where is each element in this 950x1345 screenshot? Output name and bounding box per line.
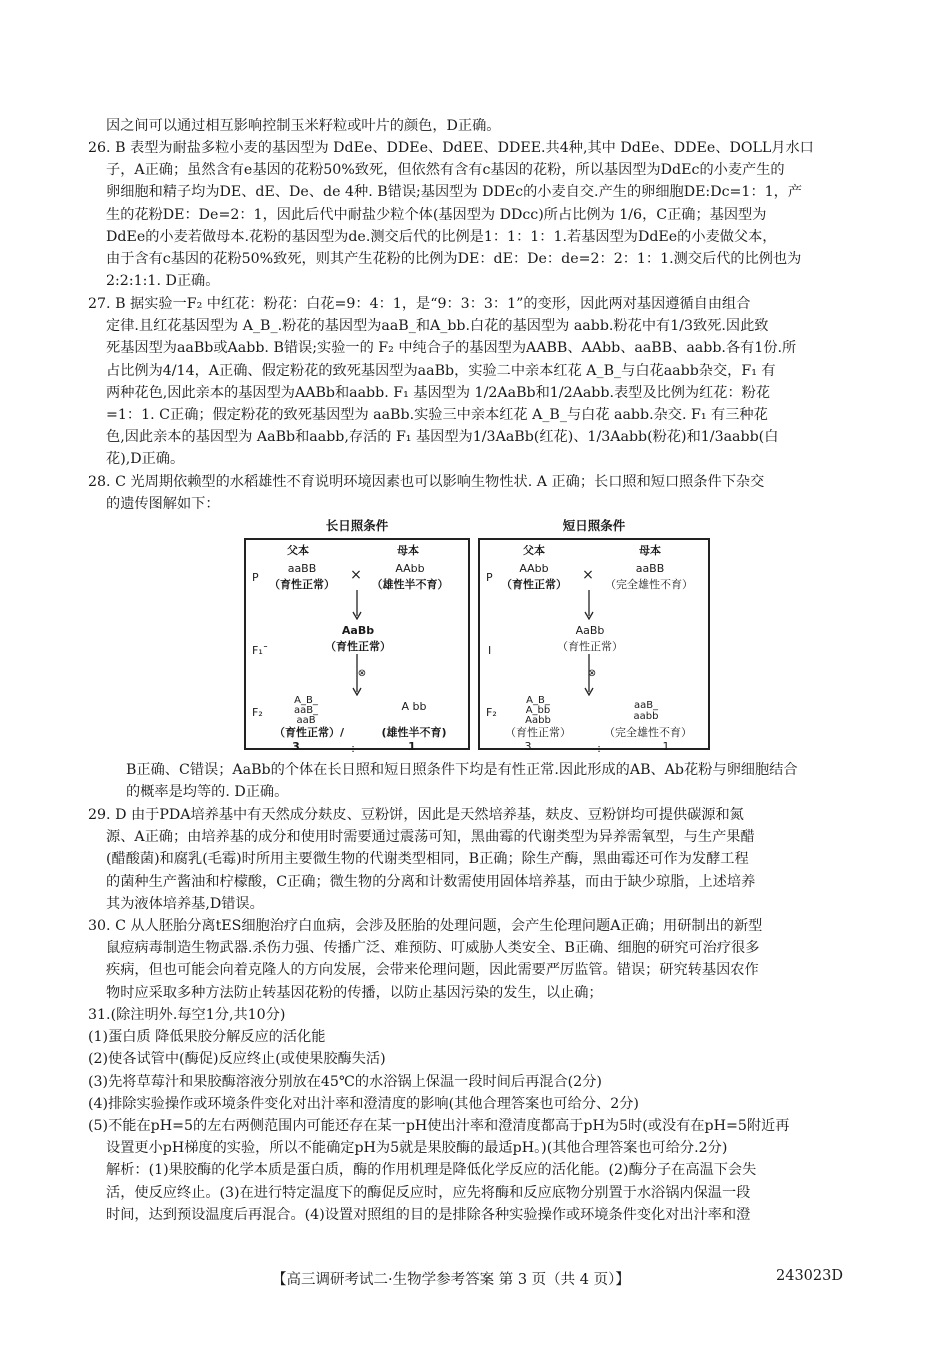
- father-phenotype: （育性正常）: [269, 578, 335, 591]
- answer-28: [88, 471, 878, 515]
- text-line: 时间，达到预设温度后再混合。(4)设置对照组的目的是排除各种实验操作或环境条件变化对出汁率和澄: [106, 1206, 751, 1223]
- cross-symbol: ×: [350, 567, 362, 583]
- text-line: 其为液体培养基,D错误。: [106, 895, 264, 912]
- text-line: 27. B 据实验一F₂ 中红花：粉花：白花=9：4：1，是“9：3：3：1”的变形，因此两对基因遵循自由组合: [88, 296, 751, 312]
- selfing-symbol: ⊗: [587, 668, 597, 679]
- text-line: DdEe的小麦若做母本.花粉的基因型为de.测交后代的比例是1：1：1：1.若基因型为DdEe的小麦做父本，: [106, 228, 777, 245]
- father-label: 父本: [523, 544, 545, 557]
- text-line: 生的花粉DE：De=2：1，因此后代中耐盐少粒个体(基因型为 DDcc)所占比例为 1/6，C正确；基因型为: [106, 206, 767, 223]
- answer-31: [88, 1004, 878, 1226]
- text-line: 由于含有c基因的花粉50%致死，则其产生花粉的比例为DE：dE：De：de=2：2：1：1.测交后代的比例也为: [106, 250, 802, 267]
- answer-28-conclusion: [88, 759, 878, 803]
- f1-phenotype: （育性正常）: [325, 640, 391, 653]
- text-line: 30. C 从人胚胎分离tES细胞治疗白血病，会涉及胚胎的处理问题，会产生伦理问题A正确；用研制出的新型: [88, 918, 763, 934]
- text-line: 子，A正确；虽然含有e基因的花粉50%致死，但依然有含有c基因的花粉，所以基因型为DdEc的小麦产生的: [106, 162, 785, 179]
- father-label: 父本: [287, 544, 309, 557]
- ratio-sterile: 1: [408, 740, 416, 753]
- text-line: 的遗传图解如下：: [106, 496, 220, 513]
- text-line: 死基因型为aaBb或Aabb. B错误;实验一的 F₂ 中纯合子的基因型为AABB、AAbb、aaBB、aabb.各有1份.所: [106, 340, 797, 357]
- diagram-title: 短日照条件: [562, 518, 626, 533]
- father-genotype: AAbb: [519, 562, 549, 575]
- text-line: 鼠痘病毒制造生物武器.杀伤力强、传播广泛、难预防、叮威胁人类安全、B正确、细胞的研究可治疗很多: [106, 940, 760, 957]
- answer-26: [88, 137, 878, 292]
- footer-title: 【高三调研考试二·生物学参考答案 第 3 页（共 4 页）】: [272, 1272, 630, 1288]
- answer-27: [88, 293, 878, 471]
- mother-phenotype: （雄性半不育）: [371, 578, 449, 591]
- father-phenotype: （育性正常）: [501, 578, 567, 591]
- f2-fertile-phenotype: （育性正常）: [505, 726, 571, 739]
- generation-label-f1: I: [488, 644, 492, 657]
- f1-phenotype: （育性正常）: [557, 640, 623, 653]
- ratio-fertile: 3: [524, 740, 532, 753]
- mother-genotype: aaBB: [635, 562, 665, 575]
- diagram-long-day: [244, 516, 470, 755]
- text-line: (2)使各试管中(酶促)反应终止(或使果胶酶失活): [88, 1051, 386, 1068]
- text-line: 花),D正确。: [106, 451, 185, 468]
- text-line: (3)先将草莓汁和果胶酶溶液分别放在45℃的水浴锅上保温一段时间后再混合(2分): [88, 1073, 602, 1090]
- text-line: 26. B 表型为耐盐多粒小麦的基因型为 DdEe、DDEe、DdEE、DDEE.共4种,其中 DdEe、DDEe、DOLL月水口: [88, 140, 814, 156]
- generation-label-p: P: [486, 571, 493, 584]
- diagram-frame: [244, 538, 470, 755]
- text-line: 2:2:1:1. D正确。: [106, 273, 220, 290]
- answer-29: [88, 804, 878, 915]
- para-intro: [88, 115, 878, 137]
- answer-30: [88, 915, 878, 1004]
- diagram-short-day: [478, 516, 710, 755]
- text-line: (5)不能在pH=5的左右两侧范围内可能还存在某一pH使出汁率和澄清度都高于pH为5时(或没有在pH=5附近再: [88, 1117, 790, 1134]
- f1-genotype: AaBb: [575, 624, 605, 637]
- text-line: 解析：(1)果胶酶的化学本质是蛋白质，酶的作用机理是降低化学反应的活化能。(2)酶分子在高温下会失: [106, 1162, 757, 1179]
- text-line: (4)排除实验操作或环境条件变化对出汁率和澄清度的影响(其他合理答案也可给分、2分): [88, 1095, 639, 1112]
- text-line: 两种花色,因此亲本的基因型为AABb和aabb. F₁ 基因型为 1/2AaBb和1/2Aabb.表型及比例为红花：粉花: [106, 384, 771, 401]
- text-line: 的概率是均等的. D正确。: [126, 784, 289, 801]
- ratio-fertile: 3: [292, 740, 300, 753]
- text-line: 28. C 光周期依赖型的水稻雄性不育说明环境因素也可以影响生物性状. A 正确；长口照和短口照条件下杂交: [88, 474, 765, 490]
- f1-genotype: AaBb: [341, 624, 375, 637]
- text-line: 源、A正确；由培养基的成分和使用时需要通过震荡可知，黑曲霉的代谢类型为异养需氧型，与生产果醋: [106, 829, 755, 846]
- text-line: 定律.且红花基因型为 A_B_.粉花的基因型为aaB_和A_bb.白花的基因型为 aabb.粉花中有1/3致死.因此致: [106, 318, 769, 335]
- ratio-separator: ：: [596, 742, 608, 755]
- text-line: 的菌种生产酱油和柠檬酸，C正确；微生物的分离和计数需使用固体培养基，而由于缺少琼脂，上述培养: [106, 873, 756, 890]
- f2-sterile-genotypes: aaB_ aabb: [633, 700, 659, 722]
- diagram-title: 长日照条件: [325, 518, 389, 533]
- mother-label: 母本: [639, 544, 661, 557]
- mother-genotype: AAbb: [395, 562, 425, 575]
- text-line: 色,因此亲本的基因型为 AaBb和aabb,存活的 F₁ 基因型为1/3AaBb(红花)、1/3Aabb(粉花)和1/3aabb(白: [106, 429, 779, 446]
- text-line: 31.(除注明外.每空1分,共10分): [88, 1007, 286, 1023]
- text-line: (醋酸菌)和腐乳(毛霉)时所用主要微生物的代谢类型相同，B正确；除生产酶，黑曲霉还可作为发酵工程: [106, 851, 749, 868]
- f2-sterile-genotypes: A bb: [401, 700, 427, 713]
- diagram-frame: [478, 538, 710, 755]
- text-line: 物时应采取多种方法防止转基因花粉的传播，以防止基因污染的发生，以止确；: [106, 984, 603, 1001]
- generation-label-f1: F₁ˉ: [252, 644, 269, 657]
- text-line: 卵细胞和精子均为DE、dE、De、de 4种. B错误;基因型为 DDEc的小麦自交.产生的卵细胞DE:Dc=1：1，产: [106, 184, 803, 201]
- text-line: 疾病，但也可能会向着克隆人的方向发展，会带来伦理问题，因此需要严厉监管。错误；研究转基因农作: [106, 962, 759, 979]
- cross-symbol: ×: [582, 567, 594, 583]
- generation-label-f2: F₂: [486, 706, 497, 719]
- f2-fertile-genotypes: A_B_ aaB_ aaB: [293, 695, 319, 726]
- f2-fertile-genotypes: A_B_ A_bb Aabb: [525, 695, 551, 726]
- selfing-symbol: ⊗: [357, 668, 367, 679]
- text-line: 活，使反应终止。(3)在进行特定温度下的酶促反应时，应先将酶和反应底物分别置于水浴锅内保温一段: [106, 1184, 751, 1201]
- mother-label: 母本: [397, 544, 419, 557]
- generation-label-p: P: [252, 571, 259, 584]
- text-line: 因之间可以通过相互影响控制玉米籽粒或叶片的颜色，D正确。: [106, 118, 501, 134]
- father-genotype: aaBB: [287, 562, 317, 575]
- mother-phenotype: （完全雄性不育）: [605, 578, 693, 591]
- ratio-separator: ：: [350, 742, 362, 755]
- generation-label-f2: F₂: [252, 706, 263, 719]
- f2-sterile-phenotype: （完全雄性不育）: [604, 726, 692, 739]
- f2-sterile-phenotype: (雄性半不育): [381, 726, 447, 739]
- arrow-down-icon: [582, 588, 596, 622]
- arrow-down-icon: [350, 588, 364, 622]
- ratio-sterile: 1: [662, 740, 670, 753]
- text-line: 设置更小pH梯度的实验，所以不能确定pH为5就是果胶酶的最适pH。)(其他合理答案也可给分.2分): [106, 1140, 728, 1157]
- text-line: 29. D 由于PDA培养基中有天然成分麸皮、豆粉饼，因此是天然培养基，麸皮、豆粉饼均可提供碳源和氮: [88, 807, 744, 823]
- text-line: =1：1. C正确；假定粉花的致死基因型为 aaBb.实验三中亲本红花 A_B_与白花 aabb.杂交. F₁ 有三种花: [106, 406, 768, 423]
- text-line: (1)蛋白质 降低果胶分解反应的活化能: [88, 1029, 326, 1046]
- f2-fertile-phenotype: （育性正常）/: [273, 726, 345, 739]
- footer-code: 243023D: [776, 1268, 843, 1284]
- text-line: B正确、C错误；AaBb的个体在长日照和短日照条件下均是有性正常.因此形成的AB、Ab花粉与卵细胞结合: [126, 762, 798, 778]
- text-line: 占比例为4/14，A正确、假定粉花的致死基因型为aaBb，实验二中亲本红花 A_B_与白花aabb杂交，F₁ 有: [106, 362, 776, 379]
